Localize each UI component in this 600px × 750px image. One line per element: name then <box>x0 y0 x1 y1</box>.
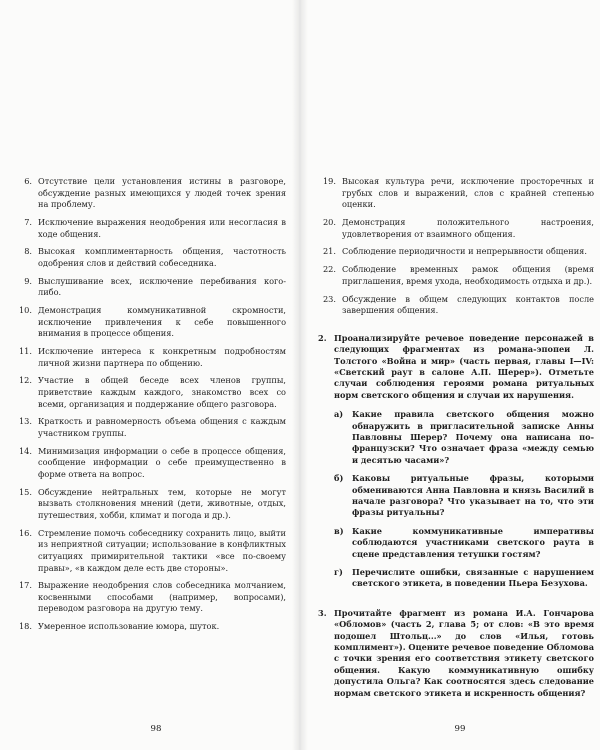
list-item-text: Демонстрация положительного настроения, удовлетворения от взаимного общения. <box>342 216 594 239</box>
list-item-text: Участие в общей беседе всех членов группы, приветствие каждым каждого, знакомство всех со всеми, организация и поддержание общего разговора. <box>38 375 286 409</box>
list-item-text: Исключение интереса к конкретным подробностям личной жизни партнера по общению. <box>38 346 286 368</box>
subquestion-letter: г) <box>334 567 343 577</box>
exercise-subquestion <box>334 473 594 519</box>
list-item <box>14 305 286 340</box>
list-item-number: 15. <box>18 486 32 497</box>
subquestion-letter: б) <box>334 473 344 484</box>
subquestion-letter: в) <box>334 525 344 536</box>
list-item <box>14 487 286 522</box>
list-item-text: Соблюдение периодичности и непрерывности общения. <box>342 246 587 257</box>
list-item <box>14 621 286 633</box>
list-item <box>318 264 594 287</box>
list-item <box>14 416 286 439</box>
list-item-number: 10. <box>18 305 32 316</box>
list-item-number: 23. <box>322 293 336 304</box>
subquestion-letter: а) <box>334 409 344 420</box>
list-item-number: 9. <box>24 275 32 286</box>
list-item <box>14 375 286 410</box>
list-item-number: 6. <box>24 176 32 186</box>
list-item-text: Высокая комплиментарность общения, частотность одобрения слов и действий собеседника. <box>38 246 286 268</box>
list-item-text: Умеренное использование юмора, шуток. <box>38 621 220 632</box>
right-page <box>318 176 594 717</box>
list-item-text: Соблюдение временных рамок общения (время приглашения, время ухода, необходимость отдыха и др.). <box>342 264 594 286</box>
exercise-subquestion <box>334 526 594 560</box>
list-item <box>14 528 286 574</box>
list-item <box>318 176 594 211</box>
list-item-text: Исключение выражения неодобрения или несогласия в ходе общения. <box>38 216 286 239</box>
exercise-subquestion <box>334 409 594 466</box>
list-item-number: 20. <box>322 216 336 227</box>
exercise-subquestion <box>334 567 594 590</box>
list-item-text: Выражение неодобрения слов собеседника молчанием, косвенными способами (например, вопросами), переводом разговора на другую тему. <box>38 580 286 614</box>
list-item-number: 22. <box>322 264 336 275</box>
exercise-task-number: 3. <box>318 607 327 618</box>
list-item-text: Отсутствие цели установления истины в разговоре, обсуждение разных имеющихся у людей точек зрения на проблему. <box>38 176 286 210</box>
list-item-text: Выслушивание всех, исключение перебивания кого-либо. <box>38 275 286 298</box>
list-item-number: 7. <box>24 216 32 227</box>
list-item <box>14 246 286 269</box>
list-item-text: Стремление помочь собеседнику сохранить лицо, выйти из неприятной ситуации; использование в конфликтных ситуациях примирительной тактики «все по-своему правы», «в каждом деле есть две стороны». <box>38 527 286 573</box>
list-item-number: 12. <box>18 375 32 386</box>
list-item-text: Высокая культура речи, исключение просторечных и грубых слов и выражений, слов с крайней степенью оценки. <box>342 176 594 210</box>
list-item-number: 18. <box>18 621 32 632</box>
list-item-number: 13. <box>18 416 32 427</box>
left-page <box>14 176 286 639</box>
page-number-left: 98 <box>150 724 162 734</box>
list-item-number: 17. <box>18 580 32 591</box>
list-item-number: 14. <box>18 445 32 456</box>
list-item-number: 11. <box>18 346 32 357</box>
list-item-text: Обсуждение нейтральных тем, которые не могут вызвать столкновения мнений (дети, животные, отдых, путешествия, хобби, климат и погода и др.). <box>38 486 286 520</box>
list-item <box>14 580 286 615</box>
left-page-list <box>14 176 286 633</box>
list-item <box>14 346 286 369</box>
page-number-right: 99 <box>454 724 466 734</box>
list-item-text: Краткость и равномерность объема общения с каждым участником группы. <box>38 416 286 438</box>
book-gutter-shadow <box>292 0 308 750</box>
list-item <box>14 276 286 299</box>
list-item-number: 21. <box>322 246 336 257</box>
exercise-task-number: 2. <box>318 332 327 343</box>
list-item <box>318 294 594 317</box>
exercise-task <box>318 608 594 699</box>
list-item-text: Демонстрация коммуникативной скромности, исключение привлечения к себе повышенного внимания в процессе общения. <box>38 305 286 339</box>
list-item-number: 8. <box>24 246 32 257</box>
exercise-task <box>318 333 594 590</box>
subquestion-text: Каковы ритуальные фразы, которыми обмениваются Анна Павловна и князь Василий в начале разговора? Что указывает на то, что эти фразы ритуальны? <box>352 473 594 518</box>
list-item-text: Минимизация информации о себе в процессе общения, сообщение информации о себе преимущественно в форме ответа на вопрос. <box>38 445 286 479</box>
list-item-number: 16. <box>18 527 32 538</box>
subquestion-text: Какие правила светского общения можно обнаружить в пригласительной записке Анны Павловны Шерер? Почему она написана по-французски? Что означает фраза «между семью и десятью часами»? <box>352 409 594 465</box>
subquestion-text: Перечислите ошибки, связанные с нарушением светского этикета, в поведении Пьера Безухова. <box>352 567 594 589</box>
exercise-subquestions <box>334 409 594 590</box>
list-item <box>14 217 286 240</box>
list-item <box>14 176 286 211</box>
subquestion-text: Какие коммуникативные императивы соблюдаются участниками светского раута в сцене представления тетушки гостям? <box>352 525 594 559</box>
list-item <box>318 217 594 240</box>
list-item <box>318 246 594 258</box>
list-item-number: 19. <box>322 176 336 186</box>
exercise-task-text: Прочитайте фрагмент из романа И.А. Гончарова «Обломов» (часть 2, глава 5; от слов: «В это время подошел Штольц...» до слов «Илья, готовь комплимент»). Оцените речевое поведение Обломова с точки зрения его соответствия этикету светского общения. Какую коммуникативную ошибку допустила Ольга? Как соотносятся здесь следование нормам светского этикета и искренность общения? <box>334 607 594 698</box>
right-page-list <box>318 176 594 317</box>
exercise-tasks <box>318 333 594 699</box>
exercise-task-text: Проанализируйте речевое поведение персонажей в следующих фрагментах из романа-эпопеи Л. Толстого «Война и мир» (часть первая, главы I—IV: «Светский раут в салоне А.П. Шерер»). Отметьте случаи соблюдения героями романа ритуальных норм светского общения и случаи их нарушения. <box>334 332 594 400</box>
list-item <box>14 446 286 481</box>
list-item-text: Обсуждение в общем следующих контактов после завершения общения. <box>342 293 594 316</box>
